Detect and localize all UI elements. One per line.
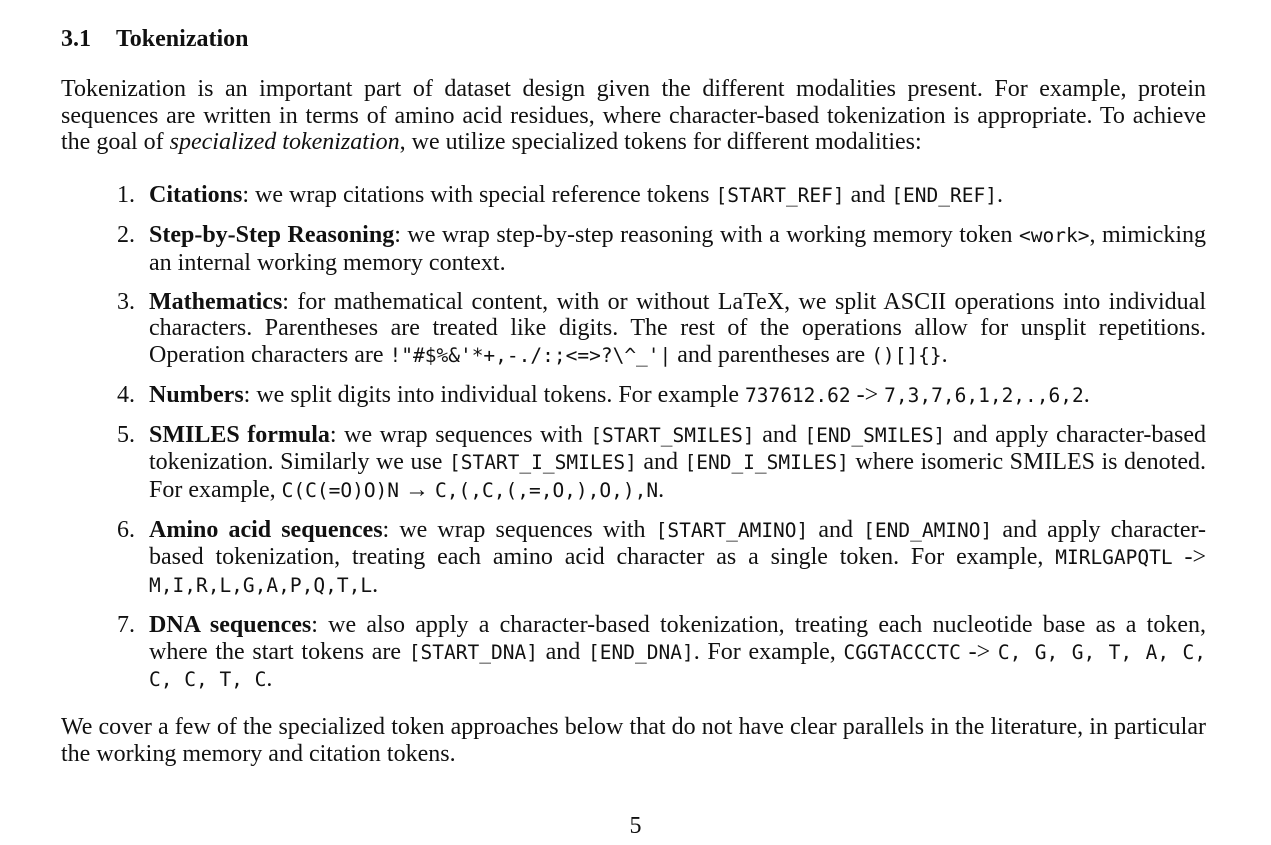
code-token: C(C(=O)O)N (281, 478, 400, 502)
list-item-title: Step-by-Step Reasoning (149, 222, 395, 249)
code-token: [END_SMILES] (804, 423, 946, 447)
code-token: [END_I_SMILES] (684, 451, 849, 475)
list-item-text: : we wrap sequences with (382, 516, 656, 543)
list-item-text: and (636, 449, 685, 476)
list-item-number: 2. (117, 222, 135, 249)
code-token: C,(,C,(,=,O,),O,),N (435, 478, 659, 502)
list-item-text: -> (960, 638, 998, 665)
intro-emphasis: specialized tokenization (169, 129, 400, 155)
outro-paragraph: We cover a few of the specialized token approaches below that do not have clear parallels in the literature, in particular the working memory and citation tokens. (61, 714, 1206, 767)
list-item-text: . (372, 571, 379, 598)
list-item-title: SMILES formula (149, 421, 330, 448)
section-title: Tokenization (116, 26, 249, 52)
list-item-number: 4. (117, 381, 135, 408)
code-token: MIRLGAPQTL (1055, 546, 1173, 570)
list-item-amino-acid-sequences (61, 517, 1206, 600)
code-token: [END_DNA] (588, 640, 694, 664)
page-number: 5 (629, 813, 642, 839)
list-item-smiles-formula (61, 422, 1206, 505)
list-item-text: : we wrap sequences with (329, 421, 591, 448)
code-token: [START_SMILES] (590, 423, 755, 447)
list-item-text: . (1083, 381, 1090, 408)
list-item-dna-sequences (61, 612, 1206, 694)
code-token: !"#$%&'*+,-./:;<=>?\^_'| (389, 343, 672, 367)
section-heading (61, 26, 248, 53)
list-item-title: Mathematics (149, 288, 283, 315)
list-item-text: : we split digits into individual tokens. For example (243, 381, 745, 408)
list-item-text: : we wrap citations with special reference tokens (242, 182, 716, 208)
list-item-number: 3. (117, 288, 135, 315)
code-token: C, G, G, T, A, C, C, C, T, C (149, 640, 1207, 692)
code-token: M,I,R,L,G,A,P,Q,T,L (149, 573, 373, 597)
list-item-step-by-step-reasoning (61, 222, 1206, 276)
code-token: [START_DNA] (408, 640, 538, 664)
list-item-text: . (941, 341, 948, 368)
section-number: 3.1 (61, 26, 91, 52)
list-item-text: and parentheses are (671, 341, 872, 368)
code-token: [START_REF] (715, 184, 845, 207)
code-token: [END_REF] (891, 184, 997, 207)
arrow-symbol: → (399, 476, 436, 503)
code-token: 7,3,7,6,1,2,.,6,2 (884, 383, 1084, 407)
code-token: 737612.62 (744, 383, 851, 407)
code-token: [END_AMINO] (863, 518, 993, 542)
list-item-number: 6. (117, 516, 135, 543)
list-item-text: and apply character-based tokenization, treating each amino acid character as a single token. For example, (149, 516, 1206, 571)
intro-text-1: Tokenization is an important part of dataset design given the different modalities present. For example, protein sequences are written in terms of amino acid residues, where character-based tokenization is appropriate. To achieve the goal of (61, 76, 1206, 155)
intro-paragraph (61, 76, 1206, 156)
list-item-text: and (537, 638, 589, 665)
list-item-text: and (808, 516, 864, 543)
intro-text-2: , we utilize specialized tokens for different modalities: (399, 129, 922, 155)
list-item-text: where isomeric SMILES is denoted. For example, (149, 449, 1206, 503)
list-item-text: -> (850, 381, 885, 408)
list-item-number: 7. (117, 612, 135, 639)
code-token: [START_AMINO] (655, 518, 809, 542)
token-list (61, 182, 1206, 706)
list-item-text: and apply character-based tokenization. Similarly we use (149, 421, 1207, 476)
list-item-mathematics (61, 289, 1206, 370)
list-item-text: . (266, 666, 273, 693)
list-item-text: : we wrap step-by-step reasoning with a working memory token (394, 222, 1020, 249)
list-item-text: . For example, (693, 638, 844, 665)
list-item-title: Amino acid sequences (149, 516, 383, 543)
list-item-number: 5. (117, 421, 135, 448)
code-token: ()[]{} (871, 343, 942, 367)
code-token: CGGTACCCTC (843, 640, 961, 664)
list-item-text: -> (1172, 544, 1206, 571)
list-item-title: Numbers (149, 381, 244, 408)
list-item-numbers (61, 382, 1206, 410)
list-item-text: : we also apply a character-based tokenization, treating each nucleotide base as a token, where the start tokens are (149, 612, 1206, 665)
list-item-title: Citations (149, 182, 243, 208)
list-item-title: DNA sequences (149, 612, 312, 639)
list-item-text: , mimicking an internal working memory context. (149, 222, 1206, 276)
list-item-citations (61, 182, 1206, 210)
list-item-text: : for mathematical content, with or without LaTeX, we split ASCII operations into individual characters. Parentheses are treated like digits. The rest of the operations allow for unsplit repetitions. Operation characters are (149, 288, 1206, 368)
code-token: <work> (1019, 224, 1090, 248)
list-item-text: and (844, 182, 892, 208)
code-token: [START_I_SMILES] (448, 451, 637, 475)
list-item-text: . (996, 182, 1003, 208)
list-item-text: . (658, 476, 665, 503)
list-item-text: and (754, 421, 805, 448)
list-item-number: 1. (117, 182, 135, 208)
